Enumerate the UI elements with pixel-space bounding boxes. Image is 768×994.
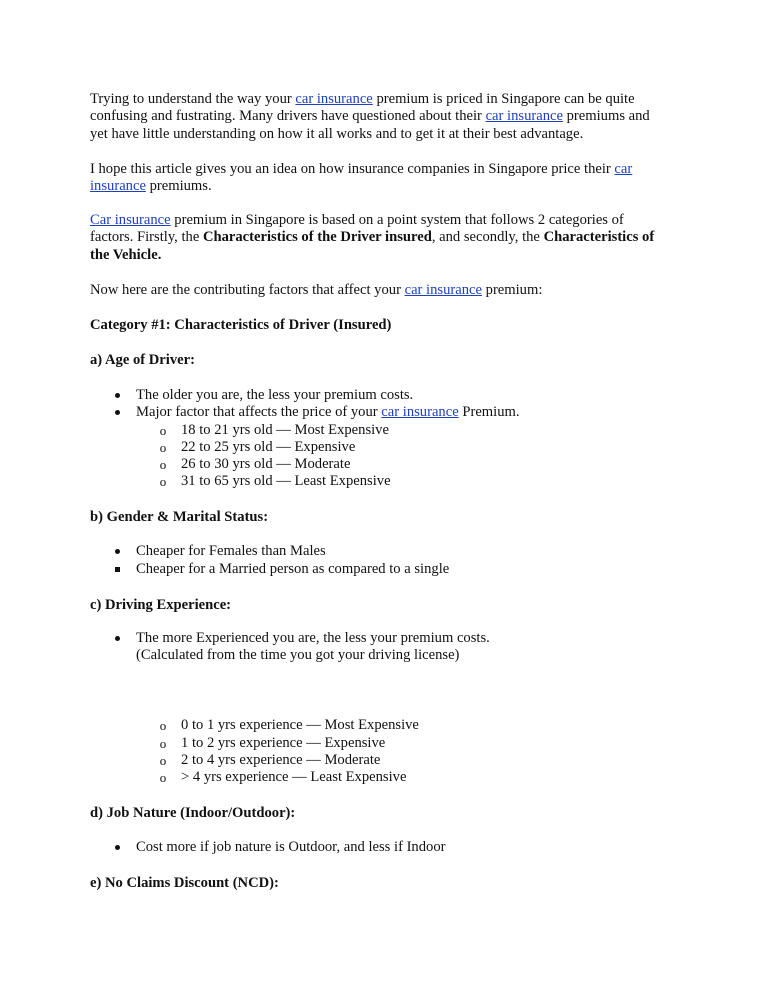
text: premium in Singapore is based on a point system that follows 2 categories of (174, 212, 624, 228)
sub-bullet-icon: o (159, 423, 167, 438)
list-item: Cost more if job nature is Outdoor, and less if Indoor (136, 839, 446, 855)
car-insurance-link[interactable]: insurance (90, 178, 146, 195)
section-heading-job (90, 805, 690, 822)
bold-text: Characteristics of (543, 229, 655, 246)
category-heading (90, 317, 690, 334)
text: Now here are the contributing factors that affect your (90, 282, 401, 298)
list-item (136, 404, 520, 421)
text: confusing and fustrating. Many drivers have questioned about their (90, 108, 482, 125)
bullet-icon (113, 404, 121, 421)
sub-bullet-icon: o (159, 457, 167, 472)
heading-text: c) Driving Experience: (90, 597, 232, 613)
heading-text: b) Gender & Marital Status: (90, 509, 269, 525)
car-insurance-link[interactable]: Car insurance (90, 212, 171, 228)
sub-bullet-icon: o (159, 718, 167, 733)
text: Major factor that affects the price of your (136, 404, 378, 420)
section-heading-age (90, 352, 690, 369)
bullet-icon (113, 543, 121, 560)
text: factors. Firstly, the (90, 229, 200, 246)
list-item (136, 630, 490, 665)
heading-text: Category #1: Characteristics of Driver (Insured) (90, 317, 392, 333)
text: yet have little understanding on how it all works and to get it at their best advantage. (90, 125, 584, 142)
sub-bullet-icon: o (159, 440, 167, 455)
sub-list-item: 1 to 2 yrs experience — Expensive (181, 735, 386, 751)
section-heading-gender (90, 509, 690, 526)
text: , and secondly, the (431, 229, 540, 246)
bullet-icon (113, 630, 121, 647)
text: Trying to understand the way your (90, 91, 292, 107)
sub-list-item: 26 to 30 yrs old — Moderate (181, 456, 351, 472)
intro-paragraph-2 (90, 161, 690, 196)
section-heading-ncd (90, 875, 690, 892)
text: premiums and (566, 108, 650, 125)
intro-paragraph-1 (90, 91, 690, 143)
section-heading-experience (90, 597, 690, 614)
sub-list-item: 0 to 1 yrs experience — Most Expensive (181, 717, 419, 733)
list-item: The older you are, the less your premium costs. (136, 387, 414, 403)
text: premiums. (149, 178, 212, 195)
list-item: Cheaper for a Married person as compared to a single (136, 561, 450, 577)
text: I hope this article gives you an idea on how insurance companies in Singapore price their (90, 161, 611, 177)
bullet-icon (113, 387, 121, 404)
bold-text: Characteristics of the Driver insured (202, 229, 432, 246)
sub-bullet-icon: o (159, 753, 167, 768)
heading-text: a) Age of Driver: (90, 352, 195, 368)
intro-paragraph-4 (90, 282, 690, 299)
intro-paragraph-3 (90, 212, 690, 264)
sub-bullet-icon: o (159, 736, 167, 751)
sub-list-item: > 4 yrs experience — Least Expensive (181, 769, 407, 785)
sub-list-item: 31 to 65 yrs old — Least Expensive (181, 473, 391, 489)
square-bullet-icon (113, 561, 121, 578)
bullet-icon (113, 839, 121, 856)
text: premium is priced in Singapore can be quite (376, 91, 635, 107)
car-insurance-link[interactable]: car insurance (485, 108, 563, 125)
text: Premium. (462, 404, 520, 420)
car-insurance-link[interactable]: car insurance (381, 404, 459, 420)
sub-list-item: 18 to 21 yrs old — Most Expensive (181, 422, 389, 438)
text: (Calculated from the time you got your driving license) (136, 647, 460, 664)
bold-text: the Vehicle. (90, 246, 162, 263)
heading-text: d) Job Nature (Indoor/Outdoor): (90, 805, 296, 821)
text: The more Experienced you are, the less your premium costs. (136, 630, 490, 646)
car-insurance-link[interactable]: car (614, 161, 633, 177)
list-item: Cheaper for Females than Males (136, 543, 326, 559)
sub-list-item: 22 to 25 yrs old — Expensive (181, 439, 356, 455)
sub-bullet-icon: o (159, 474, 167, 489)
heading-text: e) No Claims Discount (NCD): (90, 875, 279, 891)
sub-bullet-icon: o (159, 770, 167, 785)
text: premium: (485, 282, 543, 298)
car-insurance-link[interactable]: car insurance (295, 91, 373, 107)
car-insurance-link[interactable]: car insurance (404, 282, 482, 298)
sub-list-item: 2 to 4 yrs experience — Moderate (181, 752, 381, 768)
